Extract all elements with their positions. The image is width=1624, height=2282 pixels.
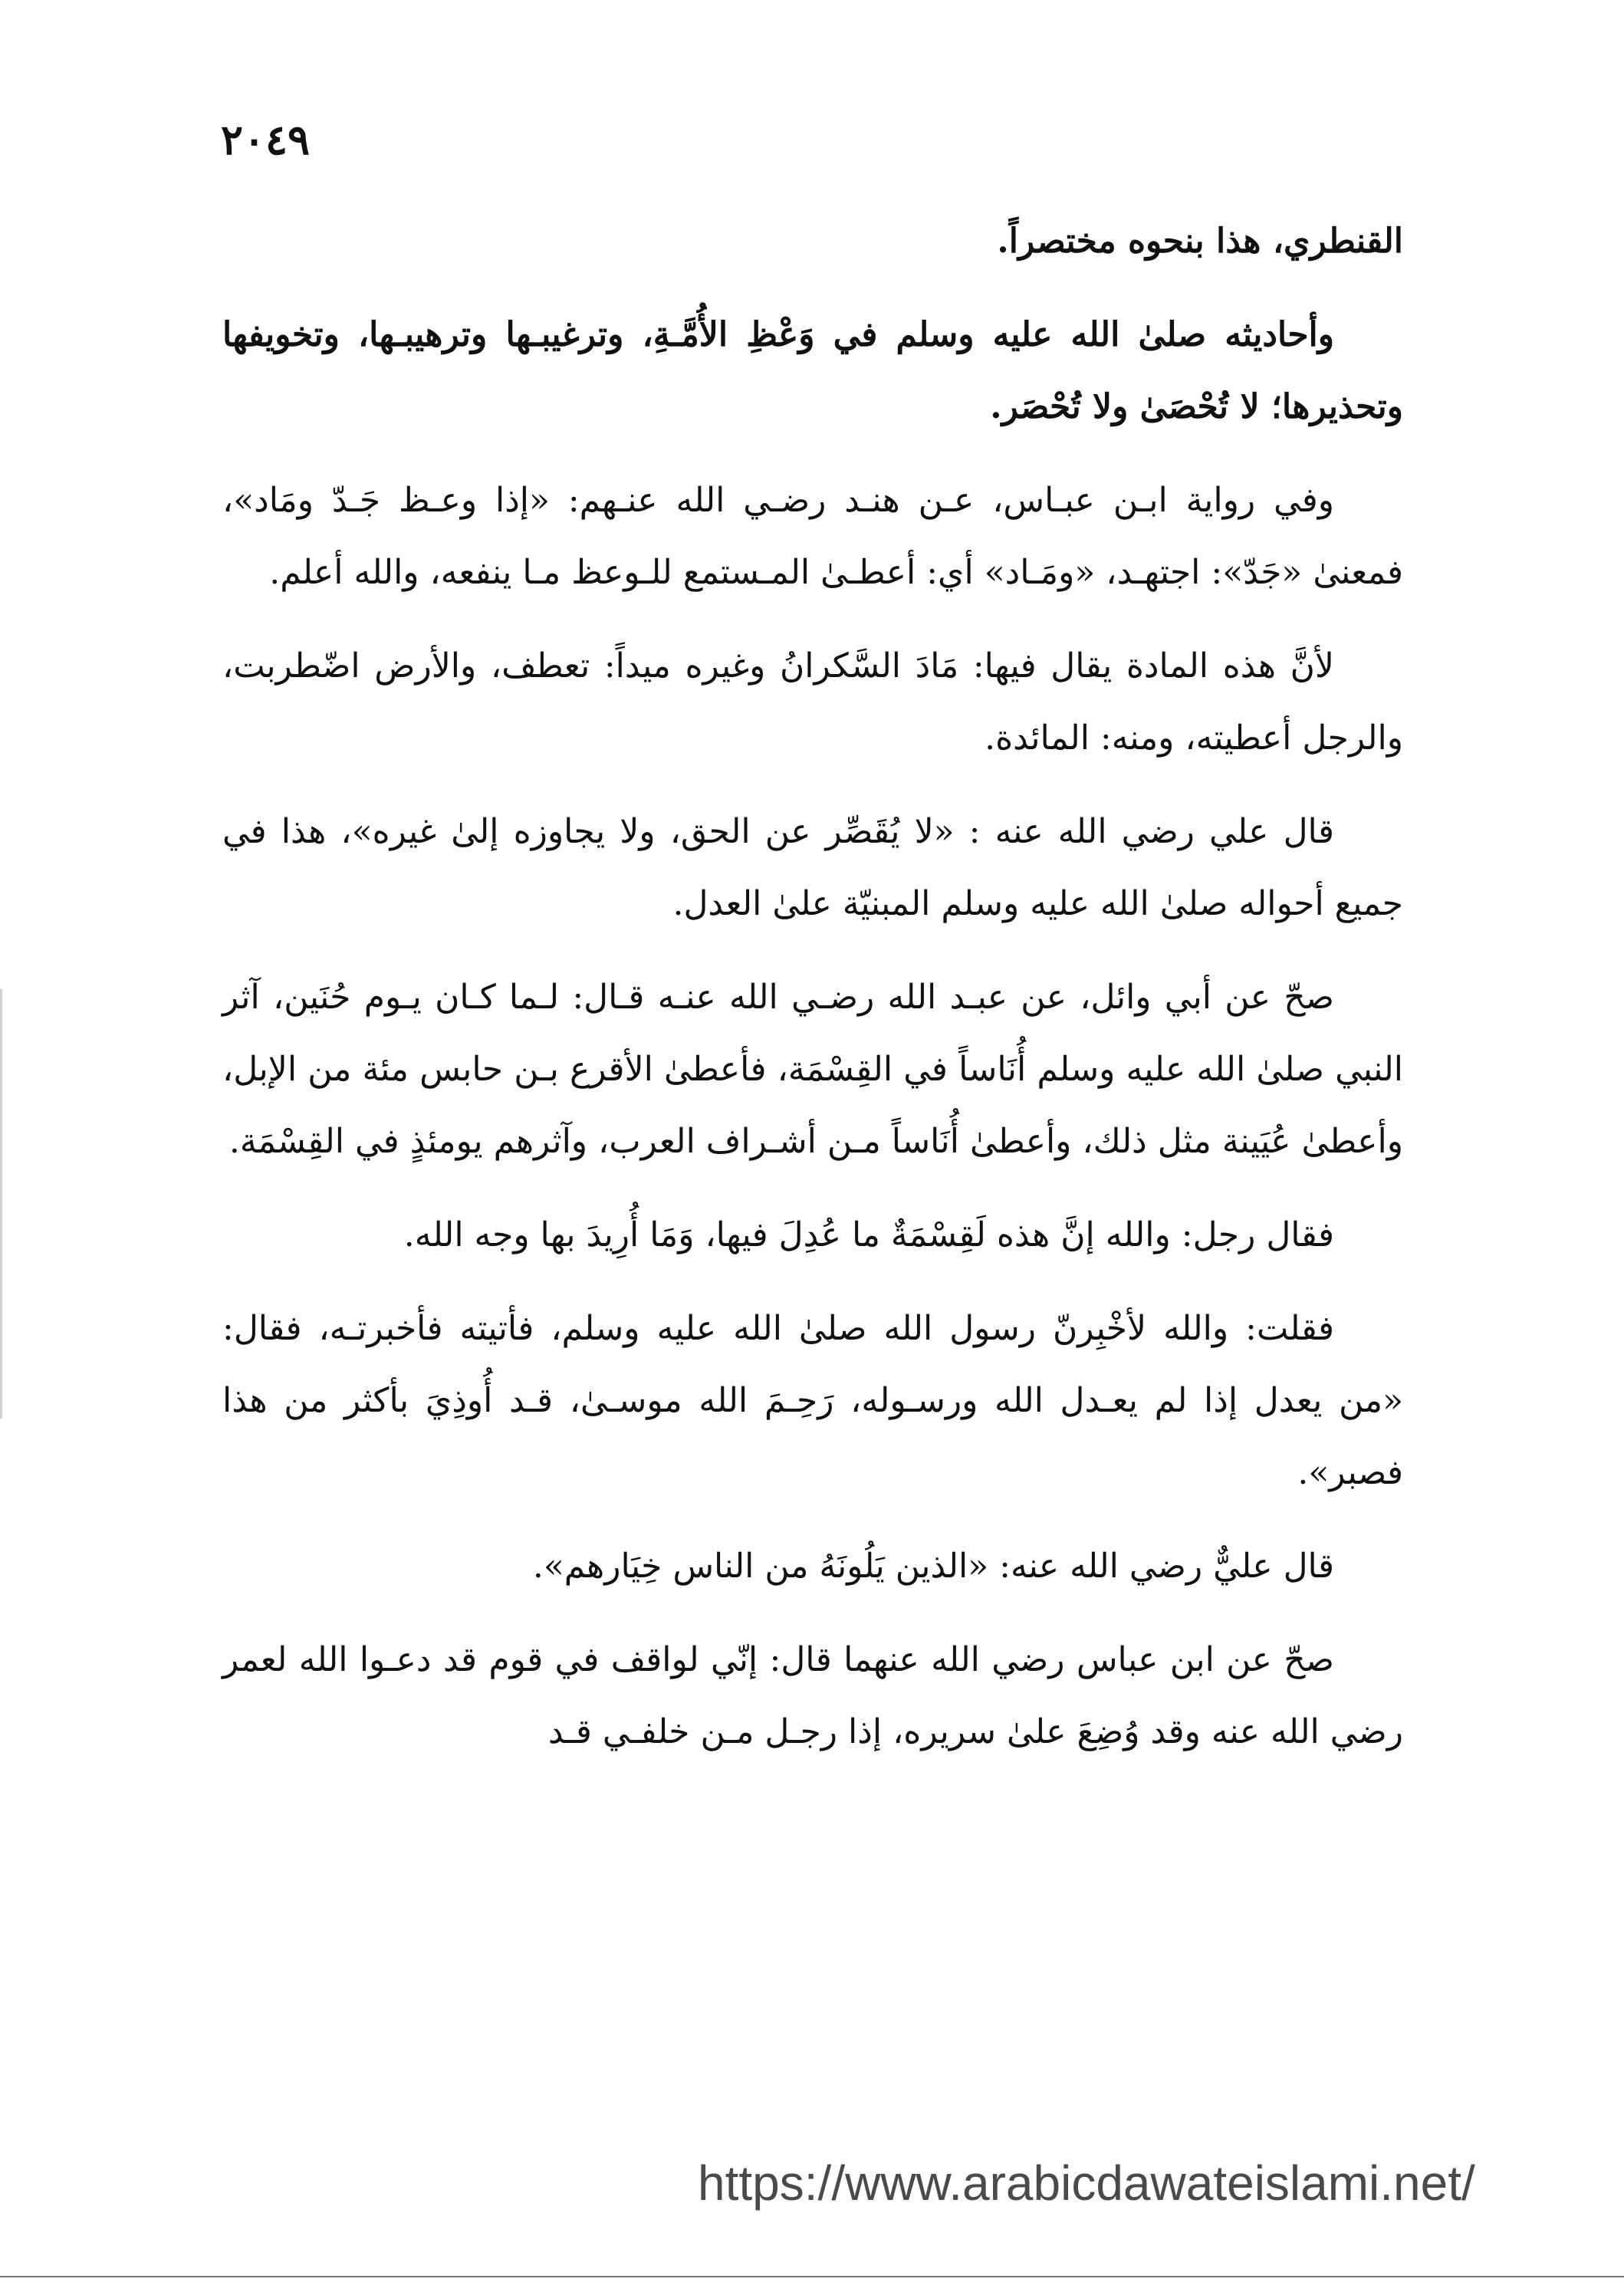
paragraph-2: وأحاديثه صلىٰ الله عليه وسلم في وَعْظِ الأُمَّـةِ، وترغيبـها وترهيبـها، وتخويفها وتحذيرها؛ لا تُحْصَىٰ ولا تُحْصَر. xyxy=(222,315,1403,426)
paragraph-8: فقلت: والله لأخْبِرنّ رسول الله صلىٰ الله عليه وسلم، فأتيته فأخبرتـه، فقال: «من يعدل إذا لم يعـدل الله ورسـوله، رَحِـمَ الله موسـىٰ، قـد أُوذِيَ بأكثر من هذا فصبر». xyxy=(222,1309,1404,1492)
page-body xyxy=(222,206,1403,1790)
scan-edge-line xyxy=(0,989,2,1419)
footer-watermark-url: https://www.arabicdawateislami.net/ xyxy=(698,2155,1475,2211)
paragraph-3: وفي رواية ابـن عبـاس، عـن هنـد رضـي الله عنـهم: «إذا وعـظ جَـدّ ومَاد»، فمعنىٰ «جَدّ»: اجتهـد، «ومَـاد» أي: أعطـىٰ المـستمع للـوعظ مـا ينفعه، والله أعلم. xyxy=(222,481,1403,592)
paragraph-4: لأنَّ هذه المادة يقال فيها: مَادَ السَّكرانُ وغيره ميداً: تعطف، والأرض اضّطربت، والرجل أعطيته، ومنه: المائدة. xyxy=(222,646,1403,758)
bottom-divider xyxy=(0,2276,1624,2277)
paragraph-9: قال عليٌّ رضي الله عنه: «الذين يَلُونَهُ من الناس خِيَارهم». xyxy=(532,1547,1334,1586)
paragraph-1: القنطري، هذا بنحوه مختصراً. xyxy=(997,222,1403,261)
paragraph-7: فقال رجل: والله إنَّ هذه لَقِسْمَةٌ ما عُدِلَ فيها، وَمَا أُرِيدَ بها وجه الله. xyxy=(403,1215,1334,1254)
page-number: ٢٠٤٩ xyxy=(221,115,311,164)
paragraph-6: صحّ عن أبي وائل، عن عبـد الله رضـي الله عنـه قـال: لـما كـان يـوم حُنَين، آثر النبي صلىٰ الله عليه وسلم أُنَاساً في القِسْمَة، فأعطىٰ الأقرع بـن حابس مئة من الإبل، وأعطىٰ عُيَينة مثل ذلك، وأعطىٰ أُنَاساً مـن أشـراف العرب، وآثرهم يومئذٍ في القِسْمَة. xyxy=(222,978,1403,1161)
paragraph-5: قال علي رضي الله عنه : «لا يُقَصِّر عن الحق، ولا يجاوزه إلىٰ غيره»، هذا في جميع أحواله صلىٰ الله عليه وسلم المبنيّة علىٰ العدل. xyxy=(222,812,1403,923)
paragraph-10: صحّ عن ابن عباس رضي الله عنهما قال: إنّي لواقف في قوم قد دعـوا الله لعمر رضي الله عنه وقد وُضِعَ علىٰ سريره، إذا رجـل مـن خلفـي قـد xyxy=(222,1640,1403,1751)
